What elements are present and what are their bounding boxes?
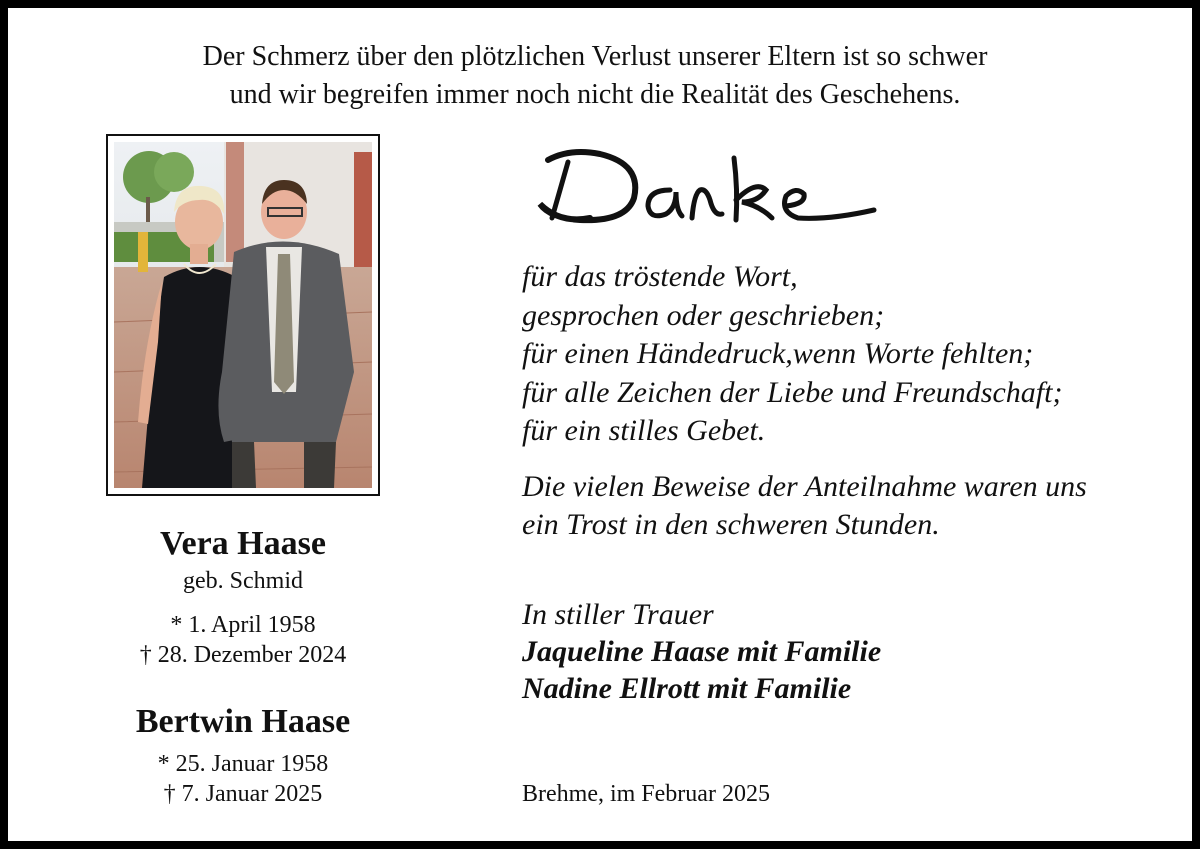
poem-line-5: für ein stilles Gebet.	[522, 414, 766, 447]
poem-line-4: für alle Zeichen der Liebe und Freundschaft;	[522, 375, 1063, 409]
family-2: Nadine Ellrott mit Familie	[522, 672, 852, 705]
paragraph-line-2: ein Trost in den schweren Stunden.	[522, 508, 940, 541]
person1-death-date: † 28. Dezember 2024	[139, 642, 347, 668]
poem-line-2: gesprochen oder geschrieben;	[522, 298, 885, 332]
intro-text	[0, 38, 1190, 114]
danke-text: Danke	[530, 140, 533, 141]
couple-photo	[114, 142, 372, 488]
intro-line-1: Der Schmerz über den plötzlichen Verlust unserer Eltern ist so schwer	[202, 41, 988, 72]
person2-name: Bertwin Haase	[135, 703, 351, 740]
couple-photo-frame	[106, 134, 380, 496]
person1-name: Vera Haase	[160, 525, 326, 562]
place-date: Brehme, im Februar 2025	[522, 781, 770, 807]
person2-death-date: † 7. Januar 2025	[163, 781, 323, 807]
paragraph-line-1: Die vielen Beweise der Anteilnahme waren uns	[522, 470, 1087, 503]
person2-birth-date: * 25. Januar 1958	[157, 751, 329, 777]
mourning-signature	[522, 596, 881, 707]
mourning-heading: In stiller Trauer	[522, 598, 714, 631]
poem-line-3: für einen Händedruck,wenn Worte fehlten;	[522, 337, 1034, 370]
condolence-paragraph	[522, 468, 1087, 544]
danke-handwritten-heading	[530, 140, 890, 240]
person1-maiden-name: geb. Schmid	[183, 568, 303, 594]
poem-line-1: für das tröstende Wort,	[522, 260, 798, 293]
poem	[522, 258, 1062, 451]
person1-birth-date: * 1. April 1958	[170, 612, 316, 638]
family-1: Jaqueline Haase mit Familie	[522, 635, 882, 668]
intro-line-2: und wir begreifen immer noch nicht die Realität des Geschehens.	[229, 79, 961, 110]
